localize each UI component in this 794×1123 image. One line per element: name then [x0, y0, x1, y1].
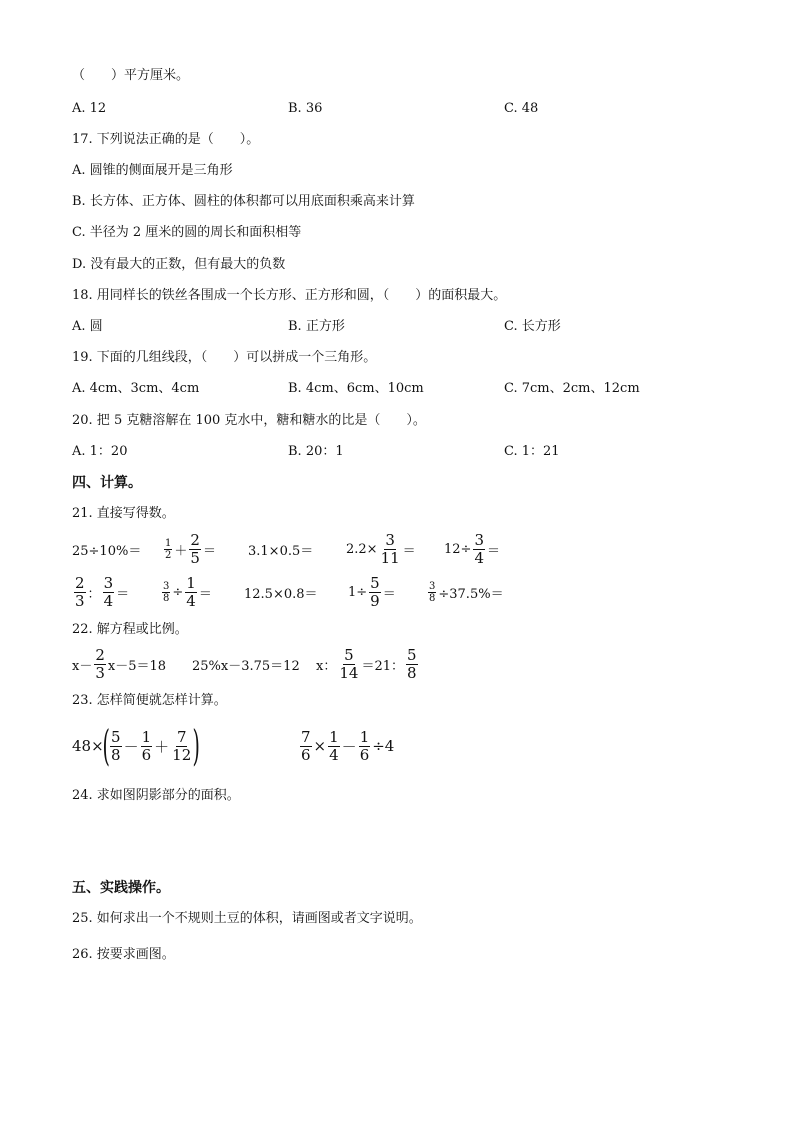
q23-expression-2: $\frac{7}{6}$ × $\frac{1}{4}$ － $\frac{1}{6}$ ÷4 [301, 727, 395, 764]
q18-option-c: C. 长方形 [504, 319, 561, 334]
q23-stem: 23. 怎样简便就怎样计算。 [72, 693, 227, 708]
left-paren: ( [102, 721, 110, 770]
fraction: $\frac{3}{8}$ [429, 580, 436, 604]
q21-expr-3: 3.1×0.5＝ [248, 543, 314, 559]
fraction: 2 3 [75, 573, 85, 610]
q17-option-d: D. 没有最大的正数，但有最大的负数 [72, 257, 286, 272]
q19-option-c: C. 7cm、2cm、12cm [504, 381, 640, 396]
fraction: 5 8 [111, 727, 121, 764]
q23-expression-1: 48× ( 5 8 － 1 6 ＋ 7 12 ) [72, 721, 201, 770]
fraction: $\frac{3}{11}$ [380, 530, 400, 567]
fraction: 2 5 [190, 530, 200, 567]
q22-equation-3: x： 5 14 ＝21： 5 8 [316, 645, 417, 682]
section-4-heading: 四、计算。 [72, 475, 142, 491]
q18-option-b: B. 正方形 [288, 319, 345, 334]
q26-stem: 26. 按要求画图。 [72, 947, 175, 962]
q17-stem: 17. 下列说法正确的是（ ）。 [72, 132, 260, 147]
q22-equation-1: x－ 2 3 x－5＝18 [72, 645, 167, 682]
q21-expr-4: 2.2× $\frac{3}{11}$ ＝ [346, 530, 416, 567]
q22-equation-2: 25%x－3.75＝12 [192, 658, 300, 674]
fraction: $\frac{3}{4}$ [474, 530, 484, 567]
fraction: 7 12 [172, 727, 192, 764]
q21-expr-2: 1 2 ＋ 2 5 ＝ [165, 530, 216, 567]
q25-stem: 25. 如何求出一个不规则土豆的体积，请画图或者文字说明。 [72, 911, 422, 926]
fraction: 5 8 [406, 645, 417, 682]
q20-option-a: A. 1：20 [72, 444, 128, 459]
q16-option-b: B. 36 [288, 101, 323, 116]
fraction: $\frac{7}{6}$ [301, 727, 311, 764]
fraction: 1 6 [141, 727, 152, 764]
q18-stem: 18. 用同样长的铁丝各围成一个长方形、正方形和圆，（ ）的面积最大。 [72, 288, 507, 303]
q21-stem: 21. 直接写得数。 [72, 506, 175, 521]
right-paren: ) [192, 721, 201, 770]
fraction: 3 4 [103, 573, 114, 610]
q24-stem: 24. 求如图阴影部分的面积。 [72, 788, 240, 803]
fraction: 5 14 [339, 645, 359, 682]
q16-option-a: A. 12 [72, 101, 107, 116]
q17-option-c: C. 半径为 2 厘米的圆的周长和面积相等 [72, 225, 302, 240]
fraction: $\frac{3}{8}$ [163, 580, 170, 604]
fraction: $\frac{5}{9}$ [370, 573, 380, 610]
fraction: $\frac{1}{6}$ [359, 727, 370, 764]
fraction: $\frac{1}{4}$ [186, 573, 196, 610]
q22-stem: 22. 解方程或比例。 [72, 622, 188, 637]
q17-option-a: A. 圆锥的侧面展开是三角形 [72, 163, 233, 178]
fraction: 1 2 [165, 537, 172, 561]
q21-expr-5: 12÷ $\frac{3}{4}$ ＝ [444, 530, 500, 567]
q21-expr-6: 2 3 ： 3 4 ＝ [75, 573, 130, 610]
fraction: $\frac{1}{4}$ [329, 727, 339, 764]
q17-option-b: B. 长方体、正方体、圆柱的体积都可以用底面积乘高来计算 [72, 194, 415, 209]
q21-expr-1: 25÷10%＝ [72, 543, 142, 559]
q16-stem-tail: （ ）平方厘米。 [72, 68, 190, 83]
q18-option-a: A. 圆 [72, 319, 103, 334]
q19-stem: 19. 下面的几组线段，（ ）可以拼成一个三角形。 [72, 350, 377, 365]
q20-option-b: B. 20：1 [288, 444, 344, 459]
q19-option-b: B. 4cm、6cm、10cm [288, 381, 424, 396]
q20-option-c: C. 1：21 [504, 444, 560, 459]
q19-option-a: A. 4cm、3cm、4cm [72, 381, 200, 396]
q21-expr-8: 12.5×0.8＝ [244, 586, 318, 602]
section-5-heading: 五、实践操作。 [72, 880, 170, 896]
q16-option-c: C. 48 [504, 101, 539, 116]
fraction: 2 3 [95, 645, 105, 682]
q20-stem: 20. 把 5 克糖溶解在 100 克水中，糖和糖水的比是（ ）。 [72, 413, 426, 428]
q21-expr-9: 1÷ $\frac{5}{9}$ ＝ [348, 573, 396, 610]
q21-expr-10: $\frac{3}{8}$ ÷37.5%＝ [429, 580, 504, 604]
q21-expr-7: $\frac{3}{8}$ ÷ $\frac{1}{4}$ ＝ [163, 573, 212, 610]
